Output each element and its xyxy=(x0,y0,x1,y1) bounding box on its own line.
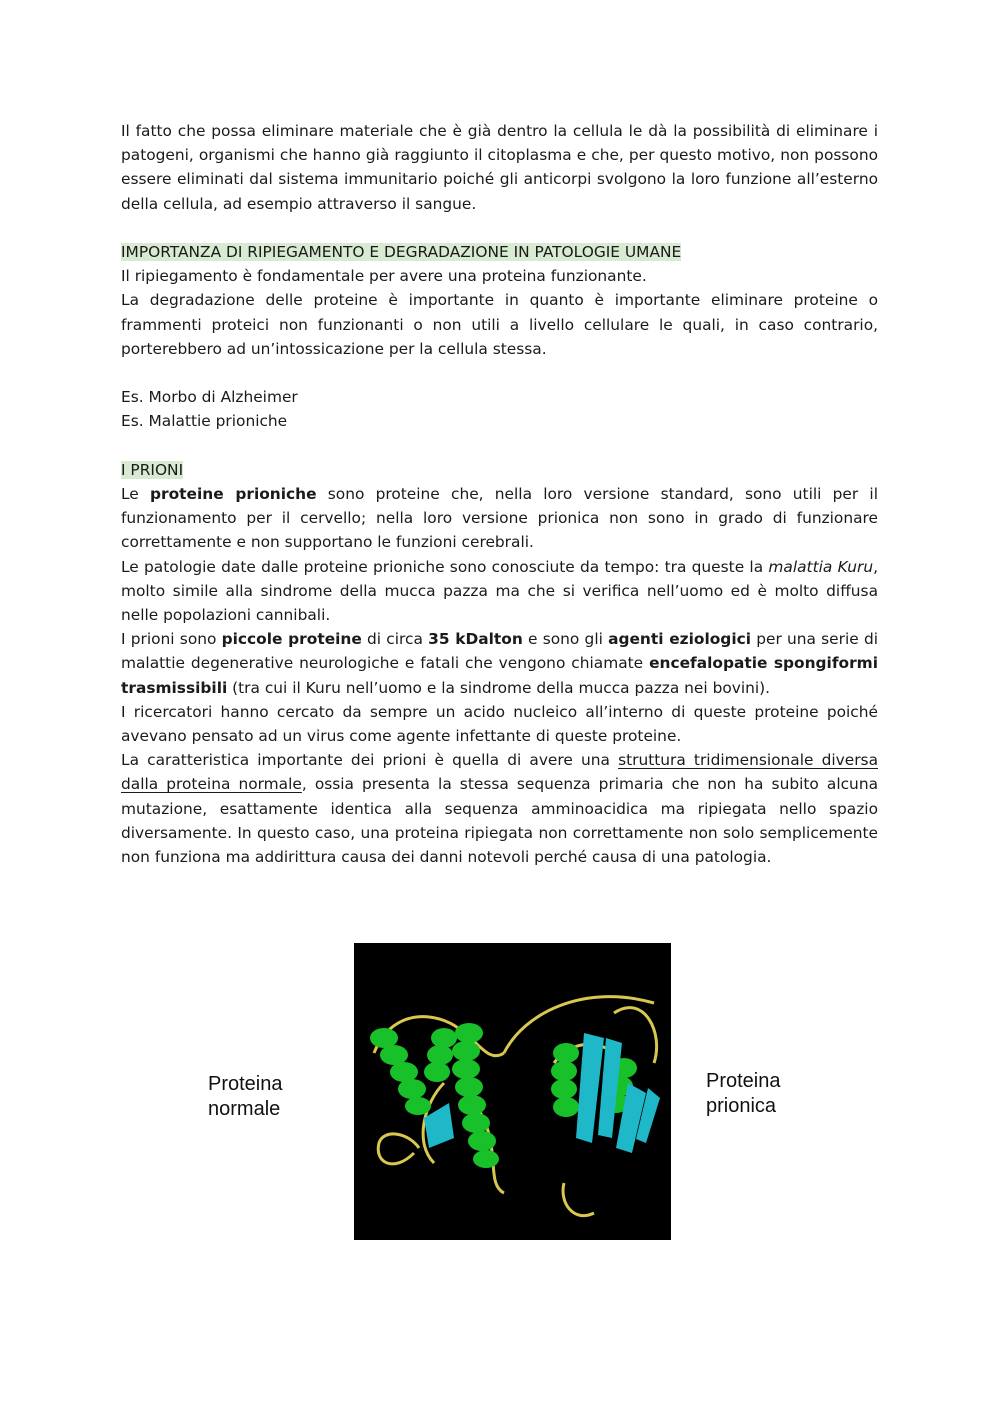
text-run: e sono gli xyxy=(522,630,609,649)
text-run: Le xyxy=(121,485,150,503)
paragraph-nucleic-acid: I ricercatori hanno cercato da sempre un acido nucleico all’interno di queste proteine poiché avevano pensato ad un virus come agente infettante di queste proteine. xyxy=(121,702,878,746)
text-run: , molto simile alla sindrome della mucca pazza ma che si verifica nell’uomo ed è molto diffusa nelle popolazioni cannibali. xyxy=(121,557,878,625)
label-line: Proteina xyxy=(208,1073,283,1095)
bold-term: piccole proteine xyxy=(221,630,362,649)
bold-term: agenti eziologici xyxy=(608,630,751,649)
paragraph-prion-proteins xyxy=(121,482,878,555)
label-line: prionica xyxy=(706,1095,777,1117)
label-line: normale xyxy=(208,1098,281,1120)
protein-structure-image xyxy=(354,943,671,1240)
paragraph-kuru xyxy=(121,555,878,628)
paragraph-autophagy: Il fatto che possa eliminare materiale che è già dentro la cellula le dà la possibilità di eliminare i patogeni, organismi che hanno già raggiunto il citoplasma e che, per questo motivo, non possono essere eliminati dal sistema immunitario poiché gli anticorpi svolgono la loro funzione all’esterno della cellula, ad esempio attraverso il sangue. xyxy=(121,122,878,213)
text-run: di circa xyxy=(361,630,429,649)
heading-highlight: IMPORTANZA DI RIPIEGAMENTO E DEGRADAZIONE IN PATOLOGIE UMANE xyxy=(121,243,682,261)
label-prion-protein xyxy=(706,1069,781,1119)
text-run: , ossia presenta la stessa sequenza primaria che non ha subito alcuna mutazione, esattamente identica alla sequenza amminoacidica ma ripiegata nello spazio diversamente. In questo caso, una proteina ripiegata non correttamente non solo semplicemente non funziona ma addirittura causa dei danni notevoli perché causa di una patologia. xyxy=(121,775,878,867)
heading-highlight: I PRIONI xyxy=(121,460,184,479)
label-line: Proteina xyxy=(706,1070,781,1092)
label-normal-protein xyxy=(208,1072,283,1122)
text-run: sono proteine che, nella loro versione standard, sono utili per il funzionamento per il cervello; nella loro versione prionica non sono in grado di funzionare correttamente e non supportano le funzioni cerebrali. xyxy=(121,485,878,552)
bold-term: 35 kDalton xyxy=(428,630,523,649)
paragraph-degradation: La degradazione delle proteine è importante in quanto è importante eliminare proteine o frammenti proteici non funzionanti o non utili a livello cellulare le quali, in caso contrario, porterebbero ad un’intossicazione per la cellula stessa. xyxy=(121,291,878,358)
example-alzheimer: Es. Morbo di Alzheimer xyxy=(121,388,298,407)
underlined-term: struttura tridimensionale diversa dalla proteina normale xyxy=(121,751,878,794)
paragraph-structure xyxy=(121,748,878,869)
bold-term: proteine prioniche xyxy=(150,485,317,503)
heading-folding-degradation xyxy=(121,240,878,264)
document-body xyxy=(121,119,878,869)
italic-term: malattia Kuru xyxy=(768,557,874,576)
text-run: La caratteristica importante dei prioni è quella di avere una xyxy=(121,751,619,770)
bold-term: encefalopatie spongiformi trasmissibili xyxy=(121,654,878,697)
paragraph-folding: Il ripiegamento è fondamentale per avere una proteina funzionante. xyxy=(121,267,647,286)
text-run: (tra cui il Kuru nell’uomo e la sindrome della mucca pazza nei bovini). xyxy=(227,678,771,697)
paragraph-prion-size xyxy=(121,627,878,700)
protein-figure xyxy=(200,940,800,1244)
example-prion-diseases: Es. Malattie prioniche xyxy=(121,412,288,431)
text-run: I prioni sono xyxy=(121,630,222,649)
heading-prions xyxy=(121,458,878,482)
text-run: Le patologie date dalle proteine prioniche sono conosciute da tempo: tra queste la xyxy=(121,557,769,576)
text-run: per una serie di malattie degenerative neurologiche e fatali che vengono chiamate xyxy=(121,630,878,673)
